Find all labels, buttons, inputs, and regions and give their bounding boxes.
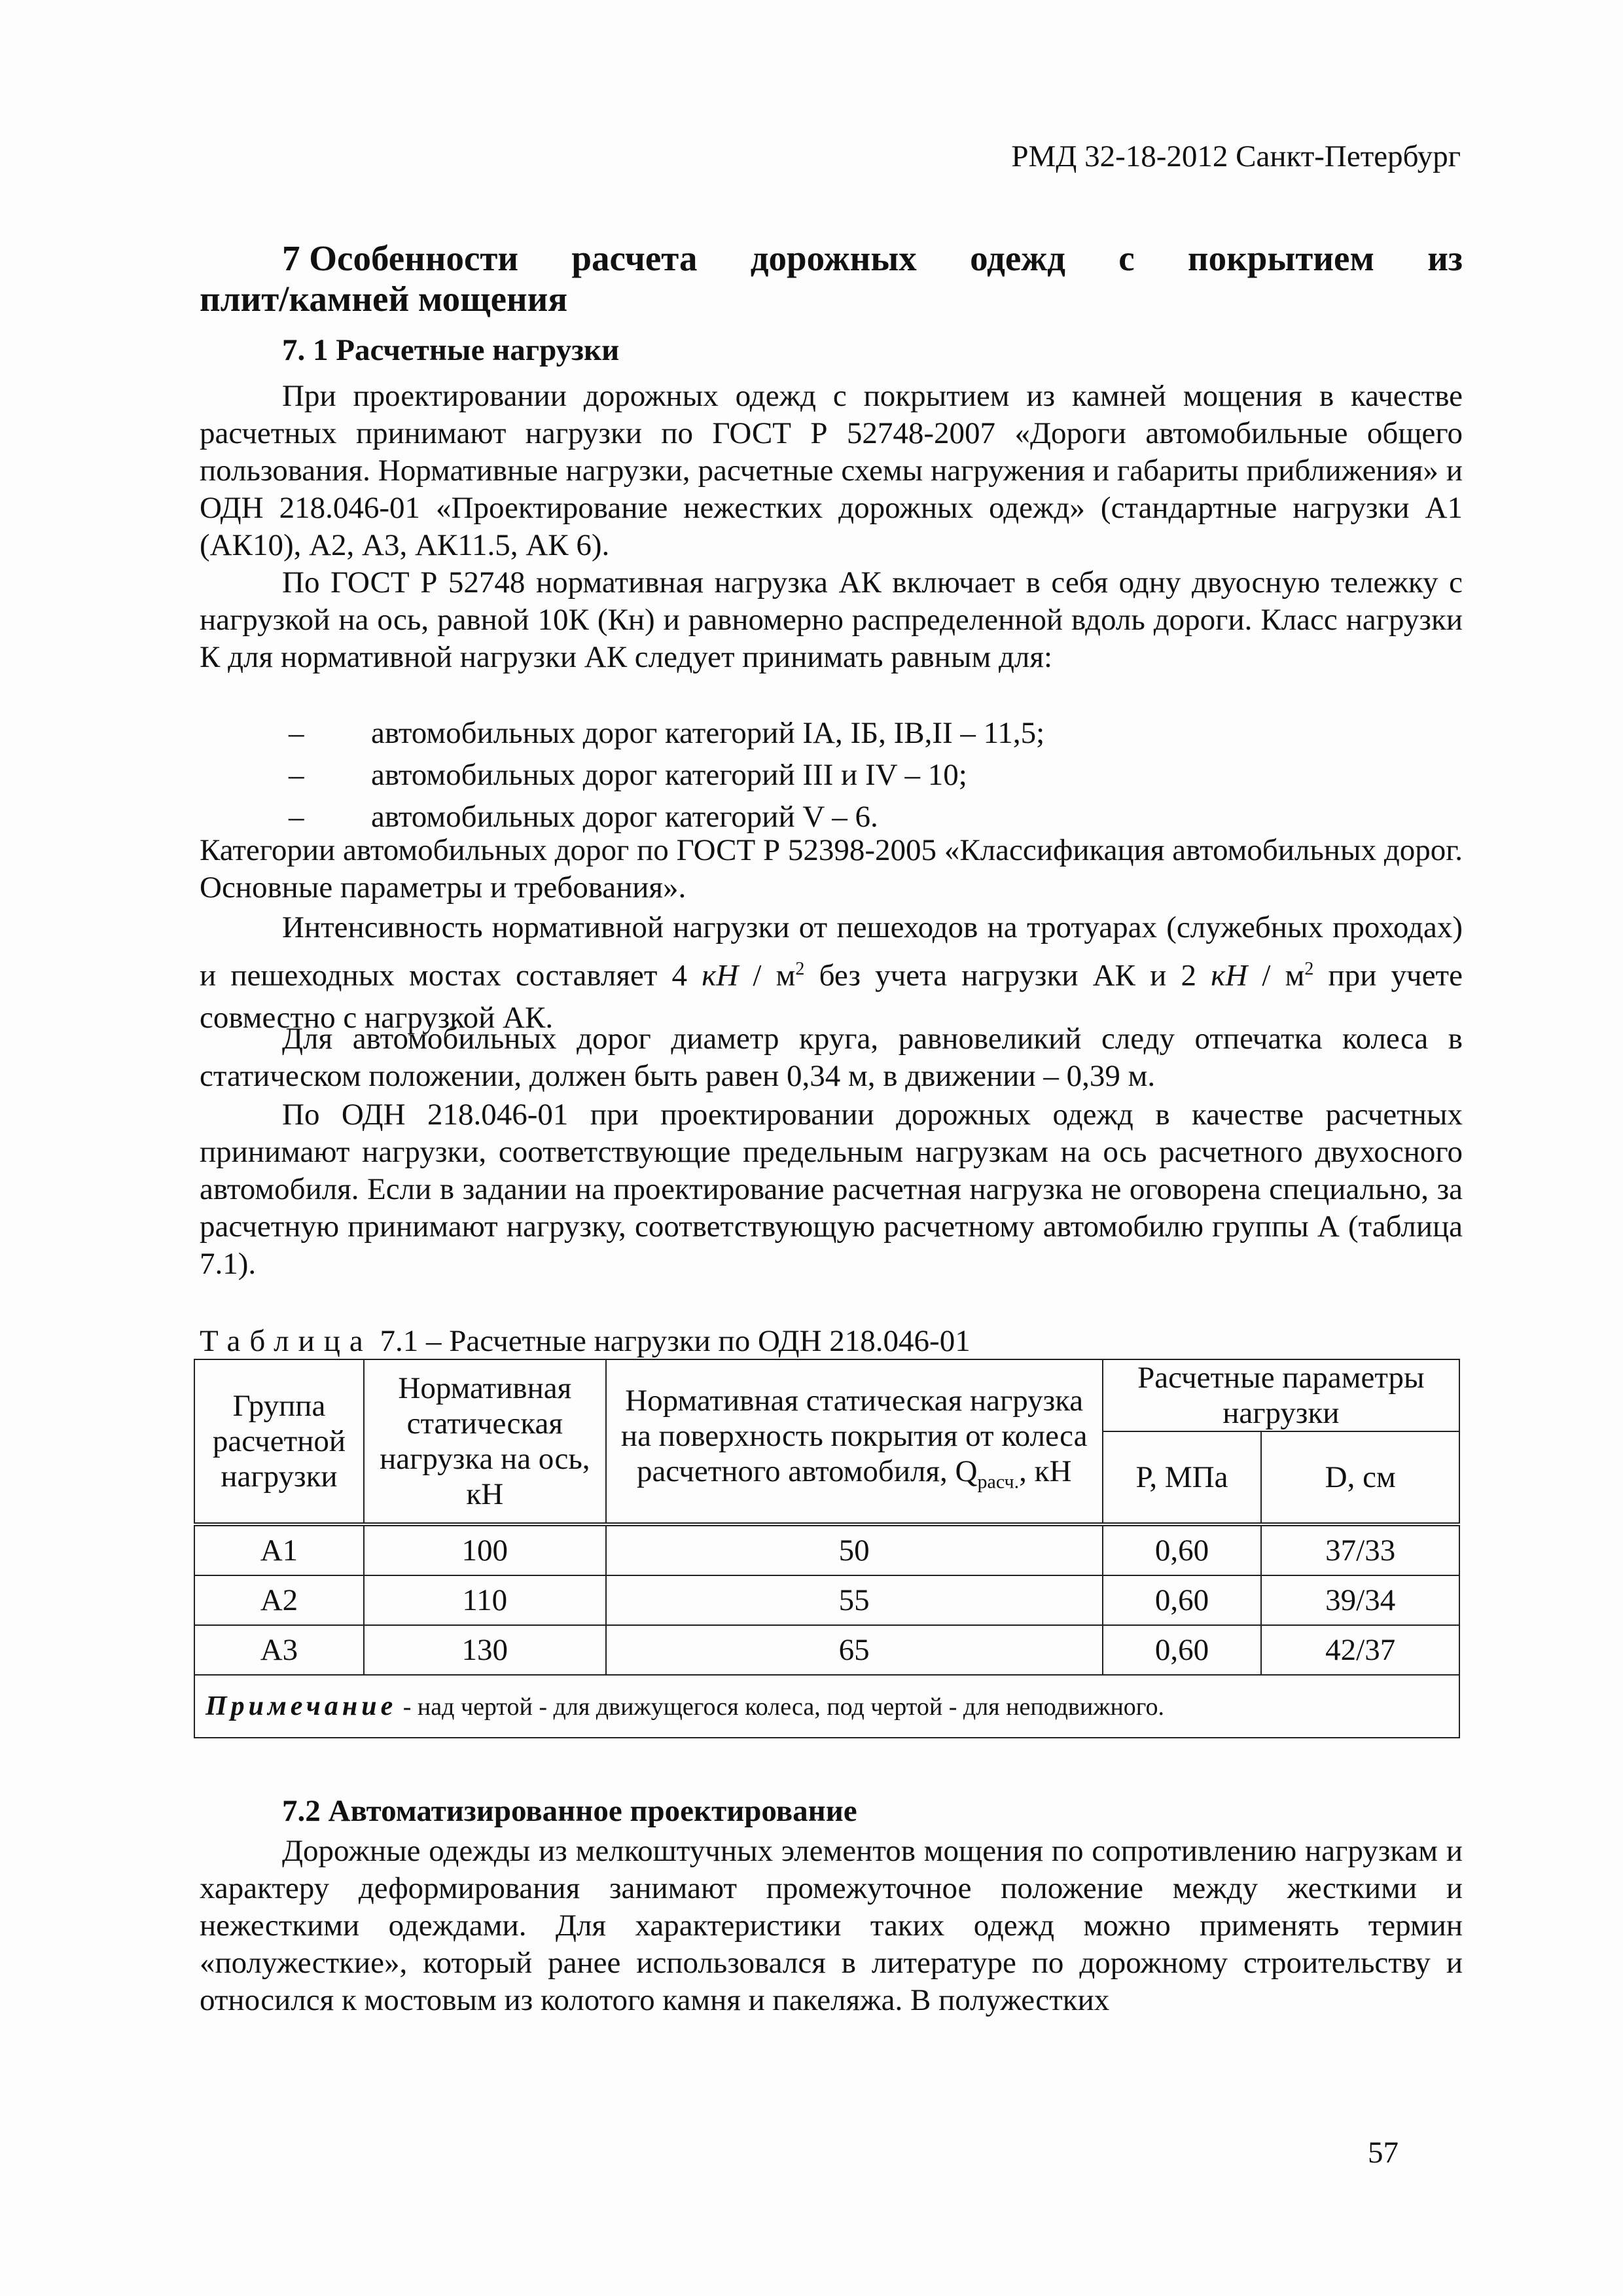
superscript: 2 <box>1304 959 1314 979</box>
table-row <box>194 1524 1459 1575</box>
table-row <box>194 1625 1459 1675</box>
cell-static: 50 <box>606 1524 1103 1575</box>
table-caption-text: 7.1 – Расчетные нагрузки по ОДН 218.046-01 <box>372 1324 971 1358</box>
title-word: одежд <box>970 238 1065 278</box>
bullet-item <box>200 798 1463 836</box>
cell-diameter: 37/33 <box>1261 1524 1459 1575</box>
header-pressure: P, МПа <box>1103 1431 1262 1524</box>
bullet-dash: – <box>289 716 304 750</box>
table-note <box>194 1675 1459 1738</box>
section-7-1-title: 7. 1 Расчетные нагрузки <box>282 333 620 367</box>
paragraph-ak-load: По ГОСТ Р 52748 нормативная нагрузка АК включает в себя одну двуосную тележку с нагрузкой на ось, равной 10К (Кн) и равномерно распределенной вдоль дороги. Класс нагрузки К для нормативной нагрузки АК следует принимать равным для: <box>200 565 1463 674</box>
header-text: Нормативная статическая нагрузка на поверхность покрытия от колеса расчетного автомобиля, Q <box>620 1383 1088 1488</box>
bullet-item <box>200 715 1463 752</box>
paragraph-road-categories: Категории автомобильных дорог по ГОСТ Р 52398-2005 «Классификация автомобильных дорог. Основные параметры и требования». <box>200 833 1463 905</box>
cell-pressure: 0,60 <box>1103 1524 1262 1575</box>
subscript: расч. <box>977 1471 1020 1493</box>
paragraph-automated-design: Дорожные одежды из мелкоштучных элементов мощения по сопротивлению нагрузкам и характеру деформирования занимают промежуточное положение между жесткими и нежесткими одеждами. Для характеристики таких одежд можно применять термин «полужесткие», который ранее использовался в литературе по дорожному строительству и относился к мостовым из колотого камня и пакеляжа. В полужестких <box>200 1834 1463 2017</box>
cell-static: 65 <box>606 1625 1103 1675</box>
title-word: с <box>1118 238 1135 278</box>
bullet-text: автомобильных дорог категорий V – 6. <box>371 800 878 834</box>
section-7-2-title: 7.2 Автоматизированное проектирование <box>282 1794 857 1828</box>
bullet-text: автомобильных дорог категорий III и IV – 10; <box>371 758 967 792</box>
header-wheel-load <box>606 1359 1103 1524</box>
paragraph-odn-loads: По ОДН 218.046-01 при проектировании дорожных одежд в качестве расчетных принимают нагрузки, соответствующие предельным нагрузкам на ось расчетного двухосного автомобиля. Если в задании на проектирование расчетная нагрузка не оговорена специально, за расчетную принимают нагрузку, соответствующую расчетному автомобилю группы А (таблица 7.1). <box>200 1098 1463 1281</box>
cell-pressure: 0,60 <box>1103 1625 1262 1675</box>
cell-axle: 110 <box>364 1575 606 1625</box>
note-text: - над чертой - для движущегося колеса, под чертой - для неподвижного. <box>397 1693 1164 1721</box>
table-caption-label: Таблица <box>200 1324 372 1358</box>
bullet-dash: – <box>289 758 304 792</box>
title-word: из <box>1427 238 1463 278</box>
table-row <box>194 1575 1459 1625</box>
page-number: 57 <box>1368 2136 1399 2170</box>
paragraph-wheel-diameter: Для автомобильных дорог диаметр круга, равновеликий следу отпечатка колеса в статическом положении, должен быть равен 0,34 м, в движении – 0,39 м. <box>200 1022 1463 1093</box>
loads-table <box>194 1359 1460 1738</box>
section-7-title-line1 <box>200 238 1463 279</box>
bullet-item <box>200 757 1463 794</box>
cell-axle: 100 <box>364 1524 606 1575</box>
cell-group: А1 <box>194 1524 364 1575</box>
superscript: 2 <box>795 959 805 979</box>
bullet-text: автомобильных дорог категорий IА, IБ, IВ,II – 11,5; <box>371 716 1045 750</box>
text-run: Интенсивность нормативной нагрузки от пешеходов на тротуарах (служебных проходах) и пешеходных мостах составляет 4 <box>200 910 1463 993</box>
unit-kn: кН <box>702 958 739 993</box>
cell-diameter: 39/34 <box>1261 1575 1459 1625</box>
title-word: покрытием <box>1187 238 1374 278</box>
title-word: расчета <box>571 238 698 278</box>
table-note-row <box>194 1675 1459 1738</box>
unit-kn: кН <box>1211 958 1248 993</box>
section-7-title <box>200 238 1463 319</box>
cell-pressure: 0,60 <box>1103 1575 1262 1625</box>
title-word: дорожных <box>750 238 917 278</box>
header-design-params: Расчетные параметры нагрузки <box>1103 1359 1459 1431</box>
header-axle-load: Нормативная статическая нагрузка на ось, кН <box>364 1359 606 1524</box>
cell-group: А3 <box>194 1625 364 1675</box>
cell-group: А2 <box>194 1575 364 1625</box>
header-diameter: D, см <box>1261 1431 1459 1524</box>
cell-diameter: 42/37 <box>1261 1625 1459 1675</box>
running-header: РМД 32-18-2012 Санкт-Петербург <box>1011 139 1461 173</box>
text-run: / м <box>1247 958 1305 993</box>
title-word: 7 Особенности <box>282 238 519 278</box>
paragraph-loads-standards: При проектировании дорожных одежд с покрытием из камней мощения в качестве расчетных принимают нагрузки по ГОСТ Р 52748-2007 «Дороги автомобильные общего пользования. Нормативные нагрузки, расчетные схемы нагружения и габариты приближения» и ОДН 218.046-01 «Проектирование нежестких дорожных одежд» (стандартные нагрузки А1 (АК10), А2, А3, АК11.5, АК 6). <box>200 379 1463 562</box>
text-run: без учета нагрузки АК и 2 <box>804 958 1211 993</box>
cell-axle: 130 <box>364 1625 606 1675</box>
text-run: / м <box>738 958 796 993</box>
paragraph-pedestrian-load <box>200 906 1463 1039</box>
cell-static: 55 <box>606 1575 1103 1625</box>
text-run: при учете совместно с нагрузкой АК. <box>200 958 1463 1035</box>
table-caption <box>200 1323 971 1360</box>
header-text: , кН <box>1019 1454 1072 1488</box>
bullet-dash: – <box>289 800 304 834</box>
header-group: Группа расчетной нагрузки <box>194 1359 364 1524</box>
section-7-title-line2: плит/камней мощения <box>200 279 568 319</box>
note-label: Примечание <box>205 1691 397 1721</box>
